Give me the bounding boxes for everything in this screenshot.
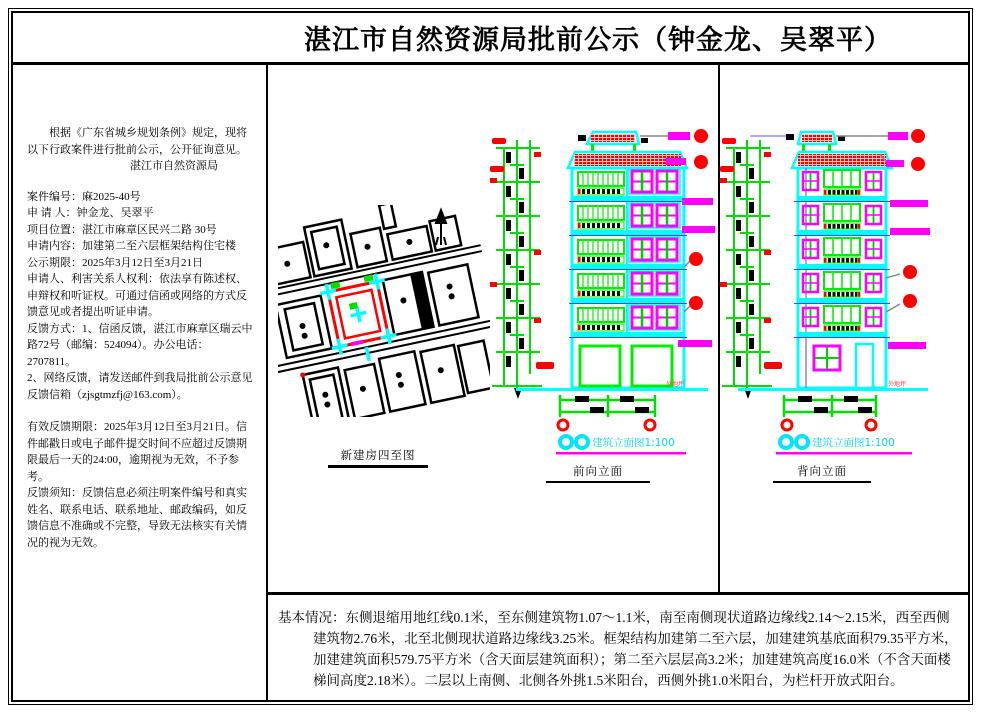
back-ground-floor bbox=[814, 344, 873, 388]
drawings-row bbox=[268, 65, 968, 592]
site-plan-buildings bbox=[278, 205, 490, 417]
feedback-mail-paragraph: 反馈方式：1、信函反馈，湛江市麻章区瑞云中路72号（邮编：524094）。办公电话：2707811。 bbox=[27, 322, 253, 368]
front-ground-label: 外地坪 bbox=[666, 381, 685, 388]
site-plan-drawing bbox=[278, 205, 490, 417]
magenta-survey-mark bbox=[351, 340, 364, 346]
front-roof-stair bbox=[578, 132, 648, 152]
period-line: 公示期限：2025年3月12日至3月21日 bbox=[27, 256, 203, 269]
front-scale-caption bbox=[556, 436, 686, 455]
basic-info-text: 基本情况：东侧退缩用地红线0.1米，至东侧建筑物1.07～1.1米，南至南侧现状道路边缘线2.14～2.15米，西至西侧建筑物2.76米，北至北侧现状道路边缘线3.25米。框架结构加建第二至六层，加建建筑基底面积79.35平方米，加建建筑面积579.75平方米（含天面层建筑面积）；第二至六层层高3.2米；加建建筑高度16.0米（不含天面楼梯间高度2.18米）。二层以上南侧、北侧各外挑1.5米阳台，西侧外挑1.0米阳台，为栏杆开放式阳台。 bbox=[278, 610, 958, 688]
applicant-line: 申 请 人：钟金龙、吴翠平 bbox=[27, 207, 154, 219]
rights-paragraph: 申请人、利害关系人权利：依法享有陈述权、申辩权和听证权。可通过信函或网络的方式反馈意见或者提出听证申请。 bbox=[27, 273, 247, 318]
mid-drawings-panel bbox=[268, 65, 720, 592]
outer-frame bbox=[8, 8, 973, 705]
main-area bbox=[13, 65, 968, 700]
case-number-line: 案件编号：麻2025-40号 bbox=[27, 190, 141, 203]
front-dimension-ladder bbox=[490, 138, 554, 399]
front-elevation-label: 前向立面 bbox=[546, 463, 650, 483]
content-line: 申请内容：加建第二至六层框架结构住宅楼 bbox=[27, 240, 236, 252]
right-drawings-panel bbox=[720, 65, 968, 592]
back-scale-caption bbox=[776, 436, 912, 455]
front-ground-line bbox=[516, 388, 708, 391]
back-elevation-drawing bbox=[720, 122, 933, 467]
back-ground-line bbox=[738, 388, 928, 391]
back-ground-label: 外地坪 bbox=[888, 381, 907, 388]
basic-info-box bbox=[268, 592, 968, 700]
front-bottom-dimensions bbox=[558, 395, 655, 430]
site-plan-label: 新建房四至图 bbox=[328, 447, 428, 468]
notice-text-panel bbox=[13, 65, 268, 700]
title-band bbox=[13, 13, 968, 65]
page-title: 湛江市自然资源局批前公示（钟金龙、吴翠平） bbox=[304, 25, 892, 55]
right-area bbox=[268, 65, 968, 700]
inner-frame bbox=[11, 11, 970, 702]
back-dimension-ladder bbox=[720, 138, 782, 399]
intro-paragraph: 根据《广东省城乡规划条例》规定，现将以下行政案件进行批前公示，公开征询意见。 bbox=[27, 127, 247, 156]
front-ground-floor bbox=[580, 346, 672, 386]
north-arrow-icon bbox=[436, 210, 446, 245]
notice-paragraph: 反馈须知：反馈信息必须注明案件编号和真实姓名、联系电话、联系地址、邮政编码，如反馈信息不准确或不完整，导致无法核实有关情况的视为无效。 bbox=[27, 487, 247, 549]
front-scale-label: 建筑立面图1:100 bbox=[592, 437, 675, 449]
valid-period-paragraph: 有效反馈期限：2025年3月12日至3月21日。信件邮戳日或电子邮件提交时间不应超过反馈期限最后一天的24:00，逾期视为无效，不予参考。 bbox=[27, 421, 247, 483]
front-elevation-drawing bbox=[490, 122, 715, 467]
location-line: 项目位置：湛江市麻章区民兴二路 30号 bbox=[27, 223, 217, 236]
back-bottom-dimensions bbox=[782, 395, 876, 430]
feedback-web-paragraph: 2、网络反馈，请发送邮件到我局批前公示意见反馈信箱（zjsgtmzfj@163.com）。 bbox=[27, 372, 253, 401]
authority-signature: 湛江市自然资源局 bbox=[130, 160, 218, 172]
back-elevation-label: 背向立面 bbox=[773, 463, 871, 483]
back-main-roof bbox=[792, 152, 892, 168]
back-scale-label: 建筑立面图1:100 bbox=[812, 437, 895, 449]
